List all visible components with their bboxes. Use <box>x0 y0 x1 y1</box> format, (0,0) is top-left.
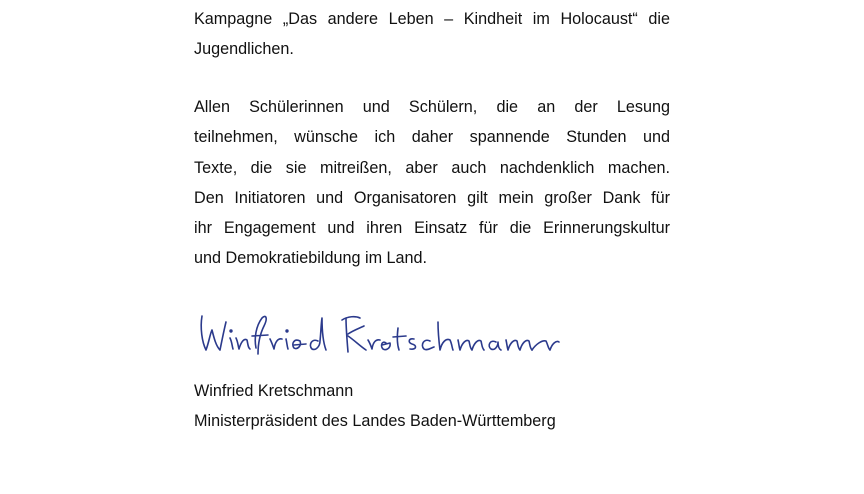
signer-name: Winfried Kretschmann <box>194 382 354 400</box>
text-line: und Demokratiebildung im Land. <box>194 249 428 268</box>
handwritten-signature <box>196 308 566 362</box>
text-line: Texte, die sie mitreißen, aber auch nachdenklich machen. <box>194 158 670 177</box>
signer-block <box>194 376 556 437</box>
text-line: Jugendlichen. <box>194 40 294 59</box>
text-line: Allen Schülerinnen und Schülern, die an der Lesung <box>194 98 670 116</box>
paragraph-campaign <box>194 4 670 65</box>
text-line: Kampagne „Das andere Leben – Kindheit im Holocaust“ die <box>194 10 670 28</box>
paragraph-wishes-and-thanks <box>194 92 670 274</box>
signer-title: Ministerpräsident des Landes Baden-Württemberg <box>194 412 556 431</box>
signature-image <box>196 308 566 362</box>
text-line: teilnehmen, wünsche ich daher spannende Stunden und <box>194 128 670 147</box>
text-line: Den Initiatoren und Organisatoren gilt mein großer Dank für <box>194 188 670 207</box>
text-line: ihr Engagement und ihren Einsatz für die Erinnerungskultur <box>194 219 670 238</box>
signature-strokes <box>201 316 559 354</box>
